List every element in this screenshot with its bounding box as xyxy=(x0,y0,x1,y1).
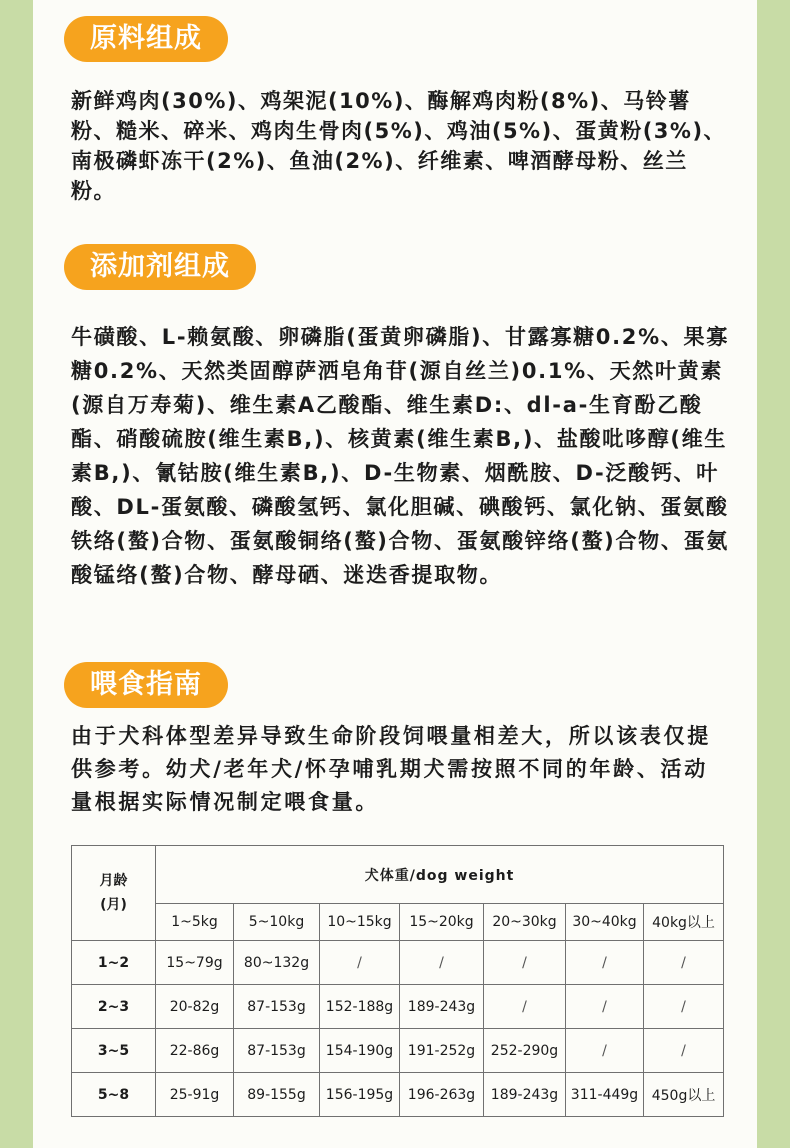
table-row xyxy=(72,1029,724,1073)
additives-text: 牛磺酸、L-赖氨酸、卵磷脂(蛋黄卵磷脂)、甘露寡糖0.2%、果寡糖0.2%、天然类固醇萨洒皂角苷(源自丝兰)0.1%、天然叶黄素(源自万寿菊)、维生素A乙酸酯、维生素D:、dl-a-生育酚乙酸酯、硝酸硫胺(维生素B,)、核黄素(维生素B,)、盐酸吡哆醇(维生素B,)、氰钴胺(维生素B,)、D-生物素、烟酰胺、D-泛酸钙、叶酸、DL-蛋氨酸、磷酸氢钙、氯化胆碱、碘酸钙、氯化钠、蛋氨酸铁络(螯)合物、蛋氨酸铜络(螯)合物、蛋氨酸锌络(螯)合物、蛋氨酸锰络(螯)合物、酵母硒、迷迭香提取物。 xyxy=(71,325,729,587)
age-column-header xyxy=(72,846,156,941)
ingredients-text: 新鲜鸡肉(30%)、鸡架泥(10%)、酶解鸡肉粉(8%)、马铃薯粉、糙米、碎米、鸡肉生骨肉(5%)、鸡油(5%)、蛋黄粉(3%)、南极磷虾冻干(2%)、鱼油(2%)、纤维素、啤酒酵母粉、丝兰粉。 xyxy=(71,89,727,203)
amount-cell: / xyxy=(484,941,566,985)
table-row xyxy=(72,941,724,985)
weight-band: 5~10kg xyxy=(234,904,320,941)
amount-cell: / xyxy=(644,985,724,1029)
amount-cell: / xyxy=(484,985,566,1029)
section-title-ingredients: 原料组成 xyxy=(64,16,228,62)
amount-cell: 154-190g xyxy=(320,1029,400,1073)
amount-cell: 252-290g xyxy=(484,1029,566,1073)
amount-cell: / xyxy=(566,985,644,1029)
section-title-additives: 添加剂组成 xyxy=(64,244,256,290)
weight-column-header: 犬体重/dog weight xyxy=(156,846,724,904)
feeding-guide-text: 由于犬科体型差异导致生命阶段饲喂量相差大，所以该表仅提供参考。幼犬/老年犬/怀孕哺乳期犬需按照不同的年龄、活动量根据实际情况制定喂食量。 xyxy=(71,724,711,814)
weight-band-row xyxy=(72,904,724,941)
amount-cell: 87-153g xyxy=(234,985,320,1029)
amount-cell: / xyxy=(644,941,724,985)
amount-cell: 80~132g xyxy=(234,941,320,985)
table-row xyxy=(72,1073,724,1117)
amount-cell: 20-82g xyxy=(156,985,234,1029)
weight-band: 1~5kg xyxy=(156,904,234,941)
amount-cell: / xyxy=(400,941,484,985)
feeding-table xyxy=(71,845,724,1117)
age-cell: 2~3 xyxy=(72,985,156,1029)
amount-cell: 15~79g xyxy=(156,941,234,985)
amount-cell: / xyxy=(566,1029,644,1073)
amount-cell: / xyxy=(566,941,644,985)
amount-cell: 189-243g xyxy=(484,1073,566,1117)
weight-band: 40kg以上 xyxy=(644,904,724,941)
amount-cell: 156-195g xyxy=(320,1073,400,1117)
age-cell: 1~2 xyxy=(72,941,156,985)
amount-cell: 191-252g xyxy=(400,1029,484,1073)
age-cell: 3~5 xyxy=(72,1029,156,1073)
age-header-unit: (月) xyxy=(100,897,127,913)
amount-cell: 89-155g xyxy=(234,1073,320,1117)
amount-cell: 189-243g xyxy=(400,985,484,1029)
table-row xyxy=(72,985,724,1029)
weight-band: 10~15kg xyxy=(320,904,400,941)
weight-band: 15~20kg xyxy=(400,904,484,941)
amount-cell: 87-153g xyxy=(234,1029,320,1073)
age-cell: 5~8 xyxy=(72,1073,156,1117)
amount-cell: 152-188g xyxy=(320,985,400,1029)
table-header-row xyxy=(72,846,724,904)
amount-cell: / xyxy=(644,1029,724,1073)
content-page xyxy=(33,0,757,1148)
amount-cell: 450g以上 xyxy=(644,1073,724,1117)
amount-cell: 196-263g xyxy=(400,1073,484,1117)
section-title-feeding: 喂食指南 xyxy=(64,662,228,708)
amount-cell: 25-91g xyxy=(156,1073,234,1117)
age-header-label: 月龄 xyxy=(99,873,128,889)
amount-cell: / xyxy=(320,941,400,985)
weight-band: 20~30kg xyxy=(484,904,566,941)
weight-band: 30~40kg xyxy=(566,904,644,941)
amount-cell: 311-449g xyxy=(566,1073,644,1117)
amount-cell: 22-86g xyxy=(156,1029,234,1073)
